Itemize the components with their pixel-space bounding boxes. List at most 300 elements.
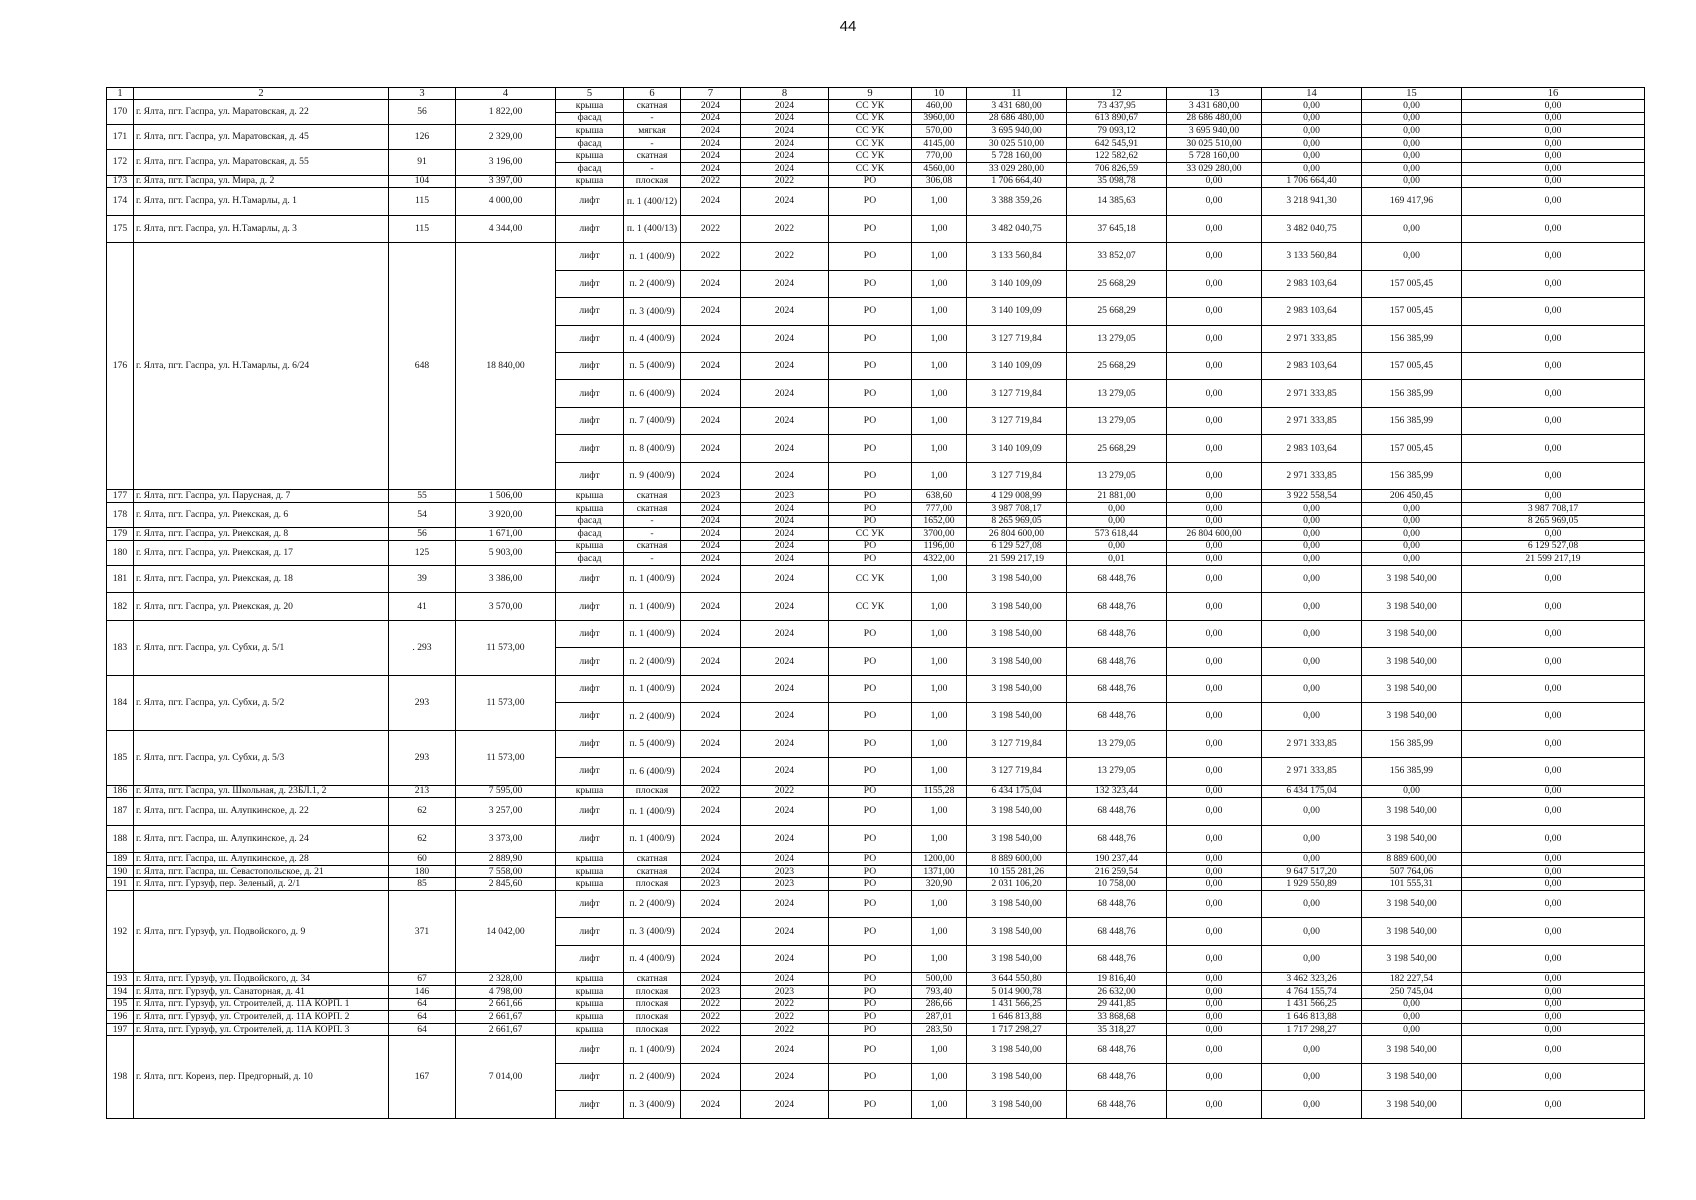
fund-other-cell: 0,00	[1462, 325, 1645, 352]
fund-municipal-cell: 3 198 540,00	[1362, 593, 1462, 620]
fund-region-cell: 2 971 333,85	[1262, 407, 1362, 434]
fund-other-cell: 0,00	[1462, 100, 1645, 113]
fund-municipal-cell: 3 198 540,00	[1362, 1063, 1462, 1090]
volume-cell: 4322,00	[912, 553, 967, 566]
exec-year-cell: 2024	[741, 188, 829, 215]
fund-other-cell: 0,00	[1462, 270, 1645, 297]
fund-owner-cell: 0,00	[1167, 730, 1262, 757]
fund-source-cell: РО	[829, 998, 912, 1011]
fund-municipal-cell: 0,00	[1362, 162, 1462, 175]
cost-per-unit-cell: 68 448,76	[1067, 1036, 1167, 1063]
fund-owner-cell: 0,00	[1167, 620, 1262, 647]
fund-owner-cell: 0,00	[1167, 973, 1262, 986]
address-cell: г. Ялта, пгт. Гаспра, ул. Н.Тамарлы, д. 3	[134, 215, 389, 242]
apartments-cell: 126	[389, 125, 456, 150]
fund-owner-cell: 0,00	[1167, 985, 1262, 998]
fund-municipal-cell: 0,00	[1362, 150, 1462, 163]
fund-owner-cell: 0,00	[1167, 175, 1262, 188]
plan-year-cell: 2024	[681, 150, 741, 163]
work-detail-cell: п. 7 (400/9)	[624, 407, 681, 434]
fund-owner-cell: 0,00	[1167, 703, 1262, 730]
plan-year-cell: 2024	[681, 325, 741, 352]
fund-other-cell: 0,00	[1462, 1023, 1645, 1036]
fund-source-cell: РО	[829, 918, 912, 945]
area-cell: 3 570,00	[456, 593, 556, 620]
cost-per-unit-cell: 25 668,29	[1067, 298, 1167, 325]
fund-source-cell: СС УК	[829, 593, 912, 620]
work-type-cell: лифт	[556, 1063, 624, 1090]
work-type-cell: фасад	[556, 553, 624, 566]
work-detail-cell: плоская	[624, 175, 681, 188]
work-detail-cell: п. 1 (400/9)	[624, 798, 681, 825]
fund-region-cell: 6 434 175,04	[1262, 785, 1362, 798]
total-cost-cell: 3 431 680,00	[967, 100, 1067, 113]
total-cost-cell: 8 889 600,00	[967, 853, 1067, 866]
fund-source-cell: СС УК	[829, 112, 912, 125]
column-header: 1	[107, 88, 134, 100]
row-number: 182	[107, 593, 134, 620]
volume-cell: 287,01	[912, 1011, 967, 1024]
fund-owner-cell: 0,00	[1167, 407, 1262, 434]
table-row	[107, 1023, 1645, 1036]
address-cell: г. Ялта, пгт. Гаспра, ул. Маратовская, д. 22	[134, 100, 389, 125]
work-detail-cell: -	[624, 162, 681, 175]
total-cost-cell: 3 198 540,00	[967, 1091, 1067, 1119]
fund-owner-cell: 0,00	[1167, 380, 1262, 407]
exec-year-cell: 2024	[741, 1091, 829, 1119]
work-detail-cell: плоская	[624, 878, 681, 891]
fund-municipal-cell: 0,00	[1362, 785, 1462, 798]
work-type-cell: крыша	[556, 175, 624, 188]
exec-year-cell: 2024	[741, 100, 829, 113]
plan-year-cell: 2024	[681, 137, 741, 150]
area-cell: 11 573,00	[456, 675, 556, 730]
apartments-cell: 91	[389, 150, 456, 175]
work-detail-cell: скатная	[624, 865, 681, 878]
table-row	[107, 985, 1645, 998]
work-type-cell: фасад	[556, 137, 624, 150]
fund-region-cell: 0,00	[1262, 137, 1362, 150]
cost-per-unit-cell: 0,00	[1067, 540, 1167, 553]
fund-region-cell: 0,00	[1262, 150, 1362, 163]
fund-owner-cell: 0,00	[1167, 918, 1262, 945]
work-detail-cell: п. 1 (400/9)	[624, 243, 681, 270]
fund-other-cell: 0,00	[1462, 785, 1645, 798]
volume-cell: 1155,28	[912, 785, 967, 798]
exec-year-cell: 2024	[741, 703, 829, 730]
fund-region-cell: 0,00	[1262, 502, 1362, 515]
volume-cell: 1,00	[912, 648, 967, 675]
cost-per-unit-cell: 68 448,76	[1067, 918, 1167, 945]
total-cost-cell: 1 717 298,27	[967, 1023, 1067, 1036]
fund-region-cell: 0,00	[1262, 825, 1362, 852]
fund-owner-cell: 26 804 600,00	[1167, 528, 1262, 541]
fund-source-cell: РО	[829, 758, 912, 785]
column-header: 12	[1067, 88, 1167, 100]
area-cell: 1 671,00	[456, 528, 556, 541]
row-number: 179	[107, 528, 134, 541]
fund-region-cell: 0,00	[1262, 540, 1362, 553]
plan-year-cell: 2024	[681, 620, 741, 647]
volume-cell: 500,00	[912, 973, 967, 986]
fund-other-cell: 0,00	[1462, 490, 1645, 503]
fund-owner-cell: 0,00	[1167, 325, 1262, 352]
fund-other-cell: 0,00	[1462, 1091, 1645, 1119]
cost-per-unit-cell: 0,00	[1067, 515, 1167, 528]
fund-owner-cell: 3 695 940,00	[1167, 125, 1262, 138]
volume-cell: 1,00	[912, 1036, 967, 1063]
volume-cell: 793,40	[912, 985, 967, 998]
row-number: 175	[107, 215, 134, 242]
apartments-cell: 146	[389, 985, 456, 998]
work-detail-cell: п. 1 (400/9)	[624, 620, 681, 647]
fund-municipal-cell: 3 198 540,00	[1362, 1091, 1462, 1119]
total-cost-cell: 3 198 540,00	[967, 918, 1067, 945]
fund-municipal-cell: 0,00	[1362, 528, 1462, 541]
address-cell: г. Ялта, пгт. Гаспра, ул. Субхи, д. 5/1	[134, 620, 389, 675]
exec-year-cell: 2022	[741, 1011, 829, 1024]
volume-cell: 3700,00	[912, 528, 967, 541]
fund-owner-cell: 0,00	[1167, 243, 1262, 270]
exec-year-cell: 2024	[741, 1063, 829, 1090]
plan-year-cell: 2024	[681, 973, 741, 986]
plan-year-cell: 2024	[681, 270, 741, 297]
table-body	[107, 100, 1645, 1119]
column-header: 8	[741, 88, 829, 100]
fund-region-cell: 2 983 103,64	[1262, 352, 1362, 379]
fund-source-cell: РО	[829, 798, 912, 825]
fund-other-cell: 0,00	[1462, 435, 1645, 462]
fund-municipal-cell: 507 764,06	[1362, 865, 1462, 878]
plan-year-cell: 2024	[681, 462, 741, 489]
fund-other-cell: 8 265 969,05	[1462, 515, 1645, 528]
work-detail-cell: п. 9 (400/9)	[624, 462, 681, 489]
column-header: 15	[1362, 88, 1462, 100]
fund-municipal-cell: 0,00	[1362, 998, 1462, 1011]
fund-source-cell: РО	[829, 435, 912, 462]
fund-owner-cell: 0,00	[1167, 878, 1262, 891]
column-header: 10	[912, 88, 967, 100]
fund-region-cell: 0,00	[1262, 593, 1362, 620]
plan-year-cell: 2022	[681, 998, 741, 1011]
exec-year-cell: 2022	[741, 243, 829, 270]
cost-per-unit-cell: 68 448,76	[1067, 565, 1167, 592]
row-number: 177	[107, 490, 134, 503]
area-cell: 7 595,00	[456, 785, 556, 798]
fund-municipal-cell: 156 385,99	[1362, 462, 1462, 489]
fund-other-cell: 0,00	[1462, 703, 1645, 730]
volume-cell: 1,00	[912, 380, 967, 407]
area-cell: 3 920,00	[456, 502, 556, 527]
cost-per-unit-cell: 35 318,27	[1067, 1023, 1167, 1036]
cost-per-unit-cell: 33 868,68	[1067, 1011, 1167, 1024]
fund-source-cell: РО	[829, 1091, 912, 1119]
volume-cell: 1,00	[912, 435, 967, 462]
exec-year-cell: 2024	[741, 352, 829, 379]
volume-cell: 1,00	[912, 675, 967, 702]
fund-region-cell: 0,00	[1262, 853, 1362, 866]
total-cost-cell: 3 198 540,00	[967, 1063, 1067, 1090]
table-row	[107, 878, 1645, 891]
area-cell: 1 506,00	[456, 490, 556, 503]
row-number: 171	[107, 125, 134, 150]
work-detail-cell: п. 4 (400/9)	[624, 945, 681, 972]
cost-per-unit-cell: 68 448,76	[1067, 1091, 1167, 1119]
fund-owner-cell: 0,00	[1167, 1011, 1262, 1024]
row-number: 185	[107, 730, 134, 785]
fund-owner-cell: 0,00	[1167, 998, 1262, 1011]
table-row	[107, 528, 1645, 541]
area-cell: 4 000,00	[456, 188, 556, 215]
work-detail-cell: п. 3 (400/9)	[624, 918, 681, 945]
total-cost-cell: 1 706 664,40	[967, 175, 1067, 188]
exec-year-cell: 2024	[741, 515, 829, 528]
plan-year-cell: 2023	[681, 878, 741, 891]
total-cost-cell: 2 031 106,20	[967, 878, 1067, 891]
fund-region-cell: 0,00	[1262, 620, 1362, 647]
exec-year-cell: 2022	[741, 1023, 829, 1036]
fund-other-cell: 0,00	[1462, 125, 1645, 138]
fund-municipal-cell: 3 198 540,00	[1362, 565, 1462, 592]
address-cell: г. Ялта, пгт. Гаспра, ул. Маратовская, д. 55	[134, 150, 389, 175]
total-cost-cell: 3 198 540,00	[967, 890, 1067, 917]
work-type-cell: крыша	[556, 125, 624, 138]
exec-year-cell: 2022	[741, 998, 829, 1011]
capital-repair-table	[106, 87, 1645, 1119]
cost-per-unit-cell: 68 448,76	[1067, 620, 1167, 647]
volume-cell: 3960,00	[912, 112, 967, 125]
total-cost-cell: 6 434 175,04	[967, 785, 1067, 798]
address-cell: г. Ялта, пгт. Гурзуф, ул. Строителей, д. 11А КОРП. 1	[134, 998, 389, 1011]
fund-region-cell: 3 922 558,54	[1262, 490, 1362, 503]
fund-region-cell: 0,00	[1262, 1036, 1362, 1063]
row-number: 188	[107, 825, 134, 852]
work-detail-cell: скатная	[624, 853, 681, 866]
plan-year-cell: 2024	[681, 112, 741, 125]
volume-cell: 1,00	[912, 593, 967, 620]
fund-other-cell: 0,00	[1462, 798, 1645, 825]
cost-per-unit-cell: 26 632,00	[1067, 985, 1167, 998]
fund-source-cell: РО	[829, 973, 912, 986]
row-number: 181	[107, 565, 134, 592]
volume-cell: 1,00	[912, 703, 967, 730]
total-cost-cell: 3 127 719,84	[967, 730, 1067, 757]
fund-owner-cell: 0,00	[1167, 675, 1262, 702]
area-cell: 3 386,00	[456, 565, 556, 592]
row-number: 190	[107, 865, 134, 878]
fund-municipal-cell: 157 005,45	[1362, 298, 1462, 325]
work-type-cell: лифт	[556, 1091, 624, 1119]
plan-year-cell: 2024	[681, 648, 741, 675]
fund-source-cell: РО	[829, 865, 912, 878]
total-cost-cell: 3 198 540,00	[967, 675, 1067, 702]
fund-source-cell: СС УК	[829, 150, 912, 163]
volume-cell: 1,00	[912, 890, 967, 917]
exec-year-cell: 2024	[741, 553, 829, 566]
fund-municipal-cell: 101 555,31	[1362, 878, 1462, 891]
volume-cell: 306,08	[912, 175, 967, 188]
work-type-cell: крыша	[556, 865, 624, 878]
work-type-cell: лифт	[556, 435, 624, 462]
work-detail-cell: п. 1 (400/9)	[624, 593, 681, 620]
fund-region-cell: 1 706 664,40	[1262, 175, 1362, 188]
fund-municipal-cell: 0,00	[1362, 243, 1462, 270]
apartments-cell: 56	[389, 528, 456, 541]
fund-other-cell: 0,00	[1462, 1011, 1645, 1024]
volume-cell: 770,00	[912, 150, 967, 163]
work-detail-cell: п. 1 (400/9)	[624, 565, 681, 592]
fund-region-cell: 4 764 155,74	[1262, 985, 1362, 998]
fund-municipal-cell: 3 198 540,00	[1362, 798, 1462, 825]
total-cost-cell: 3 198 540,00	[967, 593, 1067, 620]
cost-per-unit-cell: 706 826,59	[1067, 162, 1167, 175]
cost-per-unit-cell: 35 098,78	[1067, 175, 1167, 188]
column-header: 16	[1462, 88, 1645, 100]
fund-other-cell: 0,00	[1462, 175, 1645, 188]
column-header: 11	[967, 88, 1067, 100]
area-cell: 2 661,67	[456, 1023, 556, 1036]
plan-year-cell: 2022	[681, 785, 741, 798]
fund-other-cell: 0,00	[1462, 243, 1645, 270]
volume-cell: 1,00	[912, 758, 967, 785]
fund-other-cell: 0,00	[1462, 462, 1645, 489]
work-detail-cell: -	[624, 112, 681, 125]
work-type-cell: лифт	[556, 825, 624, 852]
exec-year-cell: 2022	[741, 175, 829, 188]
work-detail-cell: плоская	[624, 998, 681, 1011]
work-type-cell: лифт	[556, 890, 624, 917]
work-type-cell: крыша	[556, 502, 624, 515]
work-detail-cell: п. 2 (400/9)	[624, 890, 681, 917]
fund-source-cell: РО	[829, 352, 912, 379]
plan-year-cell: 2024	[681, 758, 741, 785]
cost-per-unit-cell: 29 441,85	[1067, 998, 1167, 1011]
fund-other-cell: 0,00	[1462, 890, 1645, 917]
address-cell: г. Ялта, пгт. Гаспра, ул. Мира, д. 2	[134, 175, 389, 188]
fund-owner-cell: 30 025 510,00	[1167, 137, 1262, 150]
fund-source-cell: РО	[829, 380, 912, 407]
apartments-cell: 39	[389, 565, 456, 592]
table-row	[107, 215, 1645, 242]
fund-region-cell: 2 971 333,85	[1262, 325, 1362, 352]
row-number: 192	[107, 890, 134, 972]
volume-cell: 1,00	[912, 298, 967, 325]
apartments-cell: 85	[389, 878, 456, 891]
work-type-cell: лифт	[556, 1036, 624, 1063]
work-type-cell: лифт	[556, 758, 624, 785]
total-cost-cell: 3 198 540,00	[967, 648, 1067, 675]
fund-region-cell: 1 646 813,88	[1262, 1011, 1362, 1024]
fund-other-cell: 3 987 708,17	[1462, 502, 1645, 515]
fund-municipal-cell: 157 005,45	[1362, 435, 1462, 462]
fund-other-cell: 0,00	[1462, 298, 1645, 325]
fund-municipal-cell: 0,00	[1362, 100, 1462, 113]
work-detail-cell: мягкая	[624, 125, 681, 138]
table-row	[107, 890, 1645, 917]
fund-other-cell: 0,00	[1462, 865, 1645, 878]
apartments-cell: 115	[389, 188, 456, 215]
fund-other-cell: 0,00	[1462, 380, 1645, 407]
work-type-cell: лифт	[556, 675, 624, 702]
table-row	[107, 100, 1645, 113]
apartments-cell: 67	[389, 973, 456, 986]
fund-owner-cell: 0,00	[1167, 798, 1262, 825]
fund-municipal-cell: 3 198 540,00	[1362, 890, 1462, 917]
table-row	[107, 620, 1645, 647]
work-type-cell: лифт	[556, 270, 624, 297]
work-type-cell: крыша	[556, 985, 624, 998]
area-cell: 7 558,00	[456, 865, 556, 878]
fund-municipal-cell: 0,00	[1362, 112, 1462, 125]
cost-per-unit-cell: 0,00	[1067, 502, 1167, 515]
fund-municipal-cell: 206 450,45	[1362, 490, 1462, 503]
work-type-cell: лифт	[556, 798, 624, 825]
row-number: 195	[107, 998, 134, 1011]
address-cell: г. Ялта, пгт. Кореиз, пер. Предгорный, д. 10	[134, 1036, 389, 1119]
fund-municipal-cell: 3 198 540,00	[1362, 620, 1462, 647]
fund-source-cell: СС УК	[829, 565, 912, 592]
volume-cell: 1,00	[912, 918, 967, 945]
total-cost-cell: 28 686 480,00	[967, 112, 1067, 125]
work-detail-cell: скатная	[624, 490, 681, 503]
plan-year-cell: 2024	[681, 298, 741, 325]
address-cell: г. Ялта, пгт. Гаспра, ул. Риекская, д. 17	[134, 540, 389, 565]
volume-cell: 1200,00	[912, 853, 967, 866]
total-cost-cell: 8 265 969,05	[967, 515, 1067, 528]
cost-per-unit-cell: 14 385,63	[1067, 188, 1167, 215]
column-header: 14	[1262, 88, 1362, 100]
plan-year-cell: 2024	[681, 703, 741, 730]
work-type-cell: лифт	[556, 945, 624, 972]
row-number: 187	[107, 798, 134, 825]
total-cost-cell: 3 644 550,80	[967, 973, 1067, 986]
work-type-cell: крыша	[556, 490, 624, 503]
table-row	[107, 243, 1645, 270]
cost-per-unit-cell: 13 279,05	[1067, 380, 1167, 407]
exec-year-cell: 2024	[741, 890, 829, 917]
exec-year-cell: 2024	[741, 565, 829, 592]
work-type-cell: крыша	[556, 1023, 624, 1036]
address-cell: г. Ялта, пгт. Гаспра, ул. Н.Тамарлы, д. 6/24	[134, 243, 389, 490]
row-number: 176	[107, 243, 134, 490]
fund-owner-cell: 0,00	[1167, 758, 1262, 785]
fund-municipal-cell: 0,00	[1362, 175, 1462, 188]
fund-municipal-cell: 3 198 540,00	[1362, 703, 1462, 730]
area-cell: 3 196,00	[456, 150, 556, 175]
fund-region-cell: 0,00	[1262, 675, 1362, 702]
work-detail-cell: скатная	[624, 502, 681, 515]
plan-year-cell: 2024	[681, 675, 741, 702]
fund-owner-cell: 0,00	[1167, 435, 1262, 462]
fund-municipal-cell: 0,00	[1362, 125, 1462, 138]
table-row	[107, 1036, 1645, 1063]
table-row	[107, 998, 1645, 1011]
address-cell: г. Ялта, пгт. Гаспра, ш. Алупкинское, д. 22	[134, 798, 389, 825]
fund-other-cell: 0,00	[1462, 945, 1645, 972]
exec-year-cell: 2024	[741, 620, 829, 647]
cost-per-unit-cell: 613 890,67	[1067, 112, 1167, 125]
work-type-cell: лифт	[556, 380, 624, 407]
work-type-cell: крыша	[556, 853, 624, 866]
exec-year-cell: 2024	[741, 675, 829, 702]
work-detail-cell: скатная	[624, 973, 681, 986]
fund-other-cell: 0,00	[1462, 853, 1645, 866]
plan-year-cell: 2023	[681, 490, 741, 503]
fund-region-cell: 0,00	[1262, 1091, 1362, 1119]
fund-municipal-cell: 157 005,45	[1362, 352, 1462, 379]
work-detail-cell: плоская	[624, 785, 681, 798]
work-detail-cell: п. 1 (400/12)	[624, 188, 681, 215]
